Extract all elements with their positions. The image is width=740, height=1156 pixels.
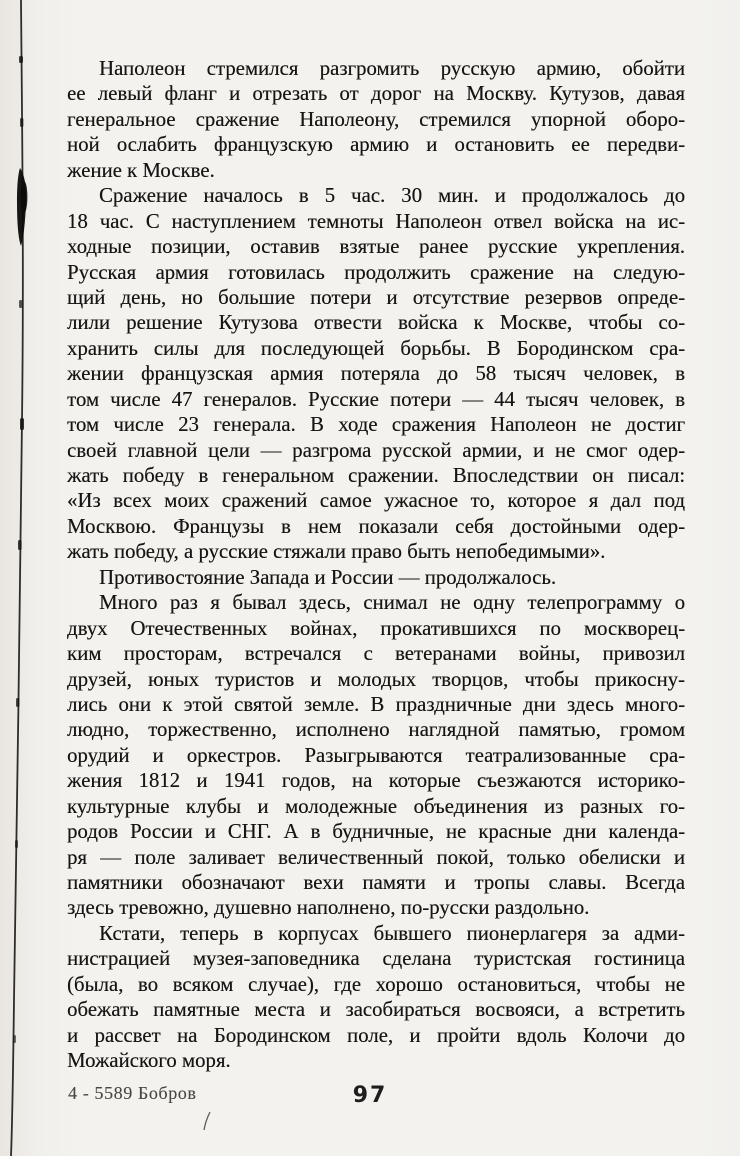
- text-line: генеральное сражение Наполеону, стремился упорной оборо-: [67, 107, 685, 131]
- text-line: друзей, юных туристов и молодых творцов, чтобы прикосну-: [67, 667, 685, 691]
- text-line: Можайского моря.: [67, 1049, 231, 1073]
- text-line: двух Отечественных войнах, прокатившихся по москворец-: [67, 616, 685, 640]
- text-line: жать победу в генеральном сражении. Впоследствии он писал:: [67, 464, 685, 487]
- text-line: «Из всех моих сражений самое ужасное то, которое я дал под: [67, 489, 685, 513]
- text-line: 18 час. С наступлением темноты Наполеон отвел войска на ис-: [67, 209, 685, 233]
- paragraph: [67, 565, 685, 590]
- text-line: ким просторам, встречался с ветеранами войны, привозил: [67, 642, 685, 666]
- text-line: том числе 23 генерала. В ходе сражения Наполеон не достиг: [67, 413, 685, 437]
- text-line: жении французская армия потеряла до 58 тысяч человек, в: [67, 362, 685, 386]
- page-number: 97: [352, 1083, 388, 1108]
- text-line: ной ослабить французскую армию и остановить ее передви-: [67, 133, 685, 157]
- text-line: лили решение Кутузова отвести войска к Москве, чтобы со-: [67, 311, 685, 335]
- text-line: Много раз я бывал здесь, снимал не одну телепрограмму о: [99, 591, 685, 615]
- text-line: людно, торжественно, исполнено наглядной памятью, громом: [67, 718, 685, 742]
- text-line: (была, во всяком случае), где хорошо остановиться, чтобы не: [67, 972, 685, 996]
- paragraph: [67, 56, 685, 183]
- text-line: Сражение началось в 5 час. 30 мин. и продолжалось до: [99, 184, 685, 208]
- text-line: жение к Москве.: [67, 158, 215, 182]
- text-line: Наполеон стремился разгромить русскую армию, обойти: [99, 57, 685, 80]
- text-line: нистрацией музея-заповедника сделана туристская гостиница: [67, 947, 685, 971]
- text-line: обежать памятные места и засобираться восвояси, а встретить: [67, 998, 685, 1022]
- paragraph: [67, 590, 685, 921]
- text-line: том числе 47 генералов. Русские потери — 44 тысяч человек, в: [67, 387, 685, 411]
- text-line: Москвою. Французы в нем показали себя достойными одер-: [67, 514, 685, 538]
- printer-signature: 4 - 5589 Бобров: [68, 1083, 197, 1103]
- text-line: орудий и оркестров. Разыгрываются театрализованные сра-: [67, 743, 685, 767]
- text-line: хранить силы для последующей борьбы. В Бородинском сра-: [67, 336, 685, 360]
- text-line: памятники обозначают вехи памяти и тропы славы. Всегда: [67, 871, 685, 894]
- text-line: жать победу, а русские стяжали право быть непобедимыми».: [67, 540, 606, 564]
- binding-crease-artifact: [0, 0, 60, 1156]
- text-line: щий день, но большие потери и отсутствие резервов опреде-: [67, 285, 685, 309]
- text-block: [67, 56, 685, 1074]
- text-line: культурные клубы и молодежные объединения из разных го-: [67, 794, 685, 818]
- text-line: ее левый фланг и отрезать от дорог на Москву. Кутузов, давая: [67, 82, 685, 106]
- paragraph: [67, 183, 685, 565]
- text-line: жения 1812 и 1941 годов, на которые съезжаются историко-: [67, 769, 685, 793]
- text-line: Противостояние Запада и России — продолжалось.: [99, 565, 557, 589]
- text-line: Русская армия готовилась продолжить сражение на следую-: [67, 260, 685, 284]
- text-line: ходные позиции, оставив взятые ранее русские укрепления.: [67, 235, 685, 259]
- text-line: и рассвет на Бородинском поле, и пройти вдоль Колочи до: [67, 1023, 685, 1047]
- text-line: здесь тревожно, душевно наполнено, по-русски раздольно.: [67, 896, 590, 920]
- text-line: своей главной цели — разгрома русской армии, и не смог одер-: [67, 438, 685, 462]
- scan-speck: [198, 1110, 218, 1132]
- text-line: лись они к этой святой земле. В праздничные дни здесь много-: [67, 692, 685, 716]
- text-line: Кстати, теперь в корпусах бывшего пионерлагеря за адми-: [99, 921, 685, 945]
- text-line: родов России и СНГ. А в будничные, не красные дни календа-: [67, 820, 685, 844]
- paragraph: [67, 921, 685, 1074]
- text-line: ря — поле заливает величественный покой, только обелиски и: [67, 845, 685, 869]
